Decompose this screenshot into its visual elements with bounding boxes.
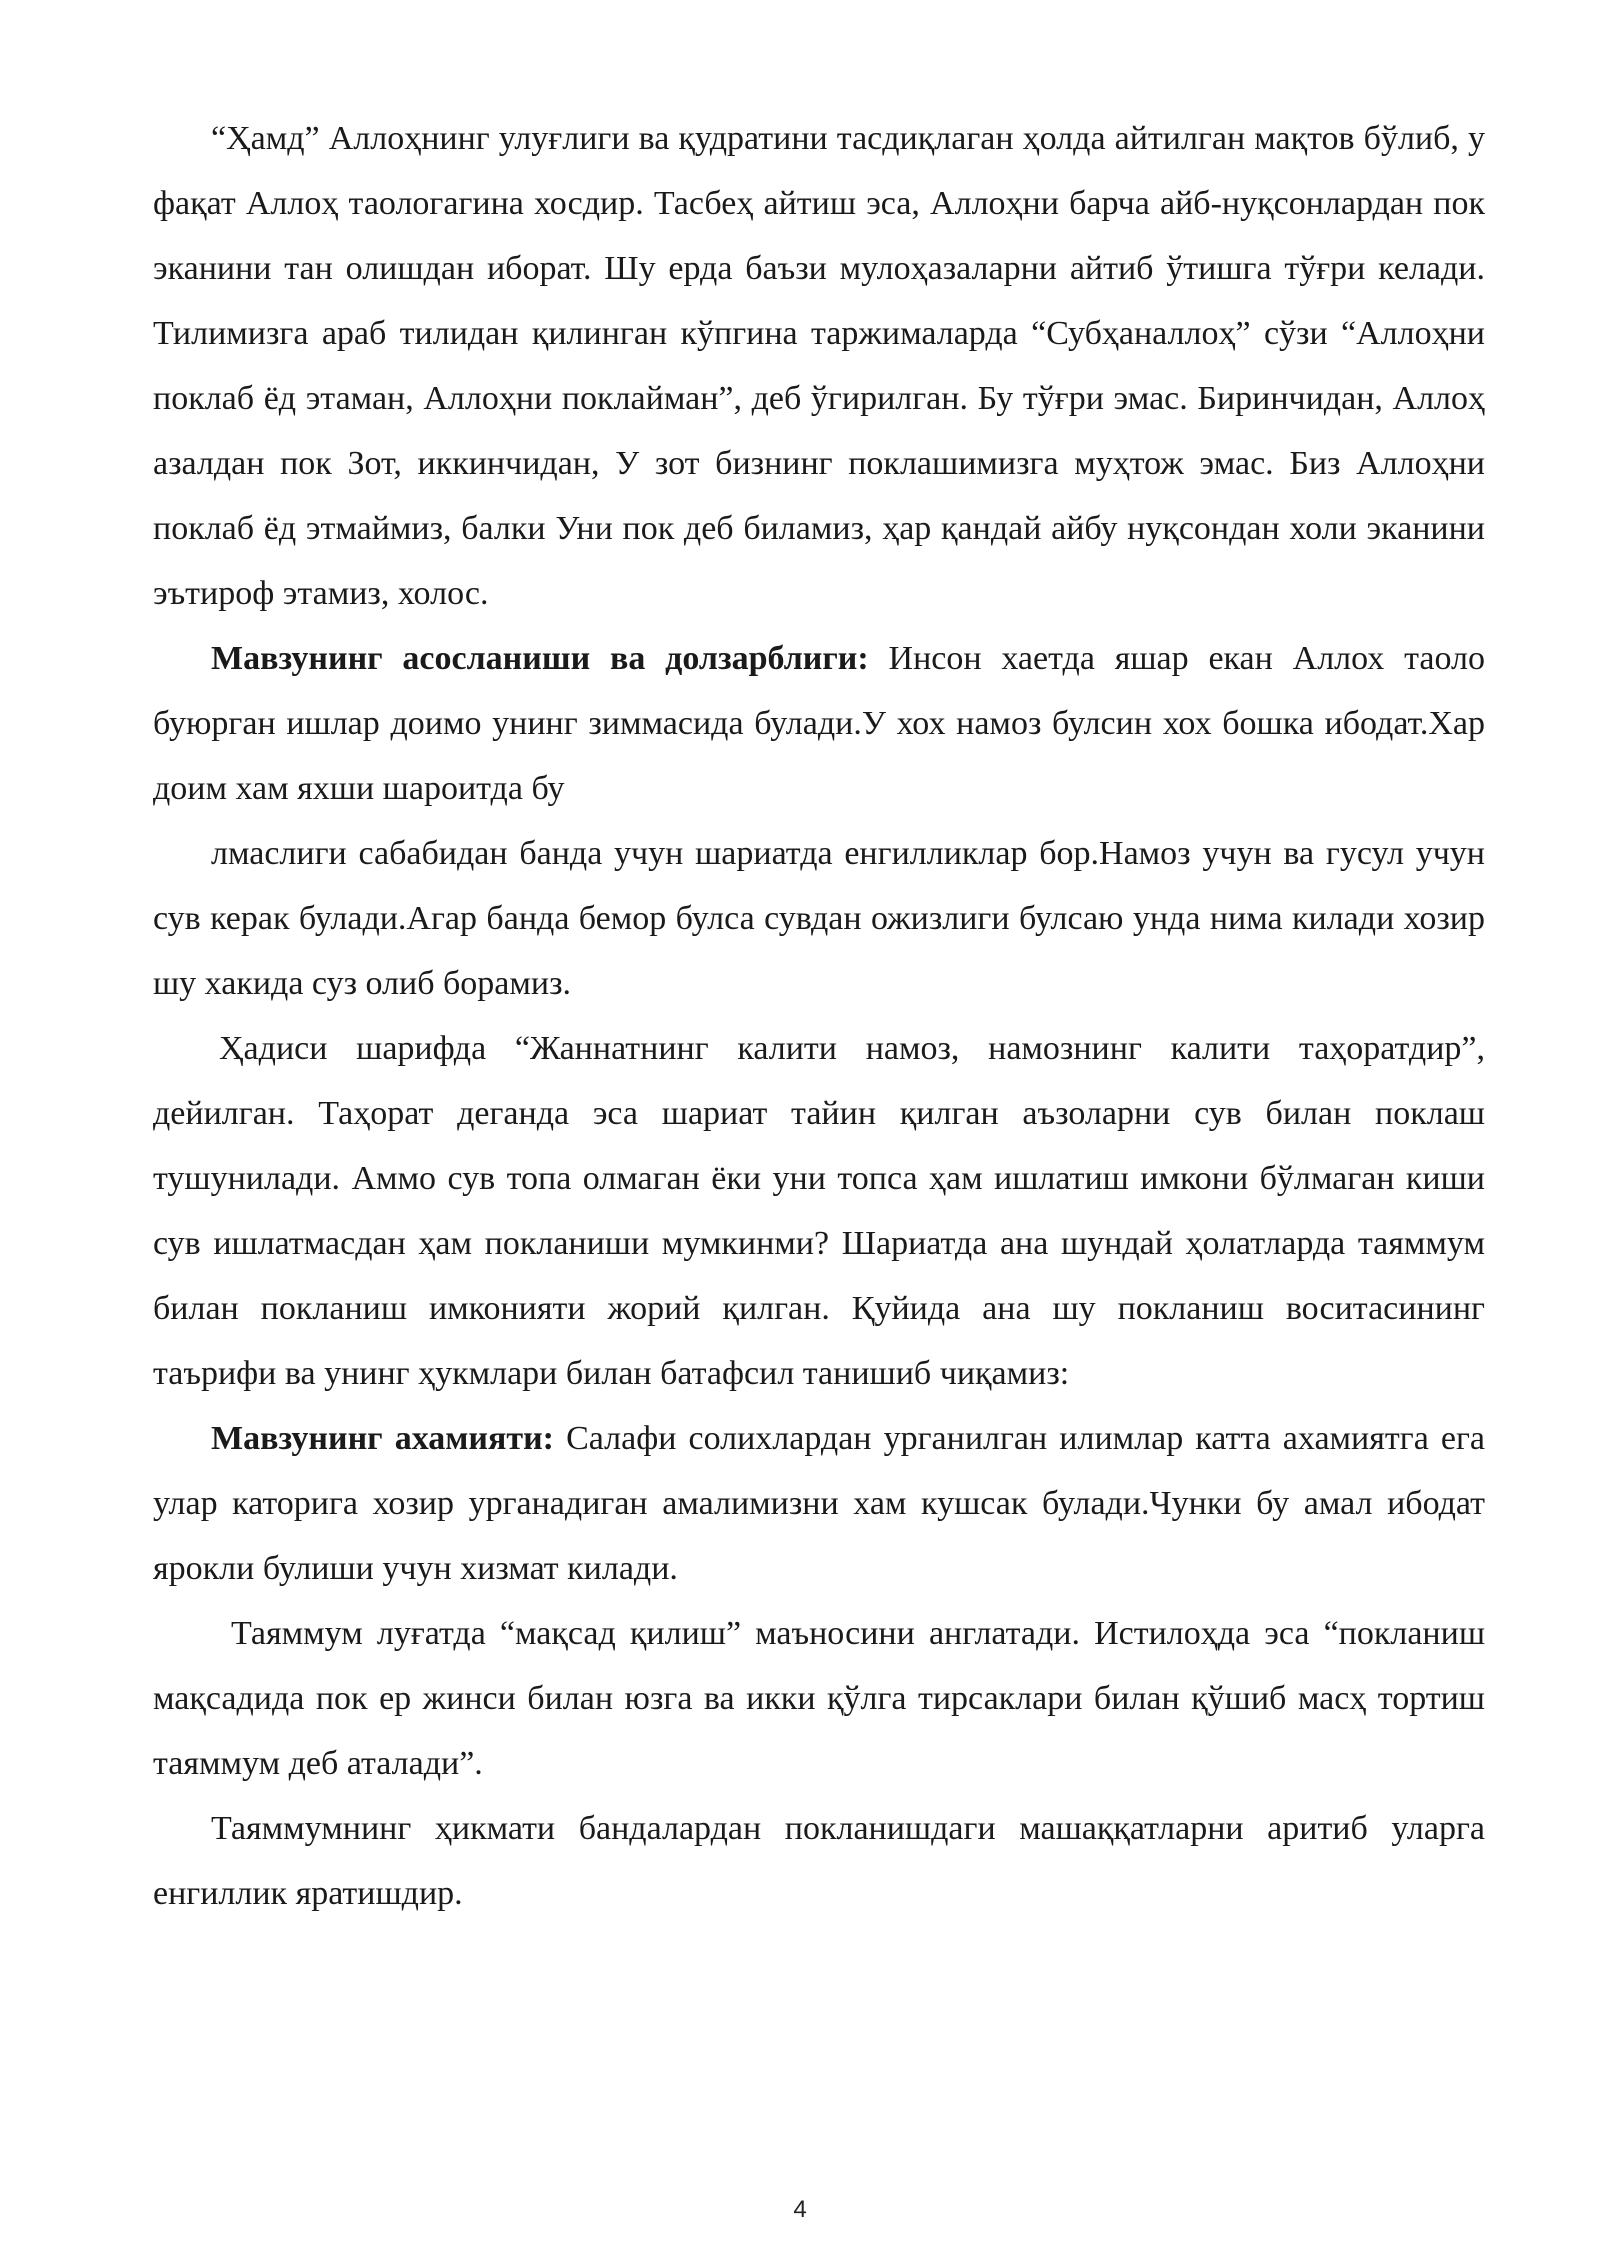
paragraph-hamd-tasbeh (153, 106, 1485, 626)
paragraph-topic-importance (153, 1406, 1485, 1601)
paragraph-text: Инсон хаетда яшар екан Аллох таоло буюрган ишлар доимо унинг зиммасида булади.У хох намоз булсин хох бошка ибодат.Хар доим хам яхши шароитда бу (153, 640, 1485, 807)
paragraph-tayammum-wisdom (153, 1796, 1485, 1926)
paragraph-hadith (153, 1016, 1485, 1406)
paragraph-text: лмаслиги сабабидан банда учун шариатда енгилликлар бор.Намоз учун ва гусул учун сув керак булади.Агар банда бемор булса сувдан ожизлиги булсаю унда нима килади хозир шу хакида суз олиб борамиз. (153, 835, 1485, 1002)
paragraph-text: Таяммум луғатда “мақсад қилиш” маъносини англатади. Истилоҳда эса “покланиш мақсадида пок ер жинси билан юзга ва икки қўлга тирсаклари билан қўшиб масҳ тортиш таяммум деб аталади”. (153, 1615, 1485, 1782)
paragraph-text: “Ҳамд” Аллоҳнинг улуғлиги ва қудратини тасдиқлаган ҳолда айтилган мақтов бўлиб, у фақат Аллоҳ таологагина хосдир. Тасбеҳ айтиш эса, Аллоҳни барча айб-нуқсонлардан пок эканини тан олишдан иборат. Шу ерда баъзи мулоҳазаларни айтиб ўтишга тўғри келади. Тилимизга араб тилидан қилинган кўпгина таржималарда “Субҳаналлоҳ” сўзи “Аллоҳни поклаб ёд этаман, Аллоҳни поклайман”, деб ўгирилган. Бу тўғри эмас. Биринчидан, Аллоҳ азалдан пок Зот, иккинчидан, У зот бизнинг поклашимизга муҳтож эмас. Биз Аллоҳни поклаб ёд этмаймиз, балки Уни пок деб биламиз, ҳар қандай айбу нуқсондан холи эканини эътироф этамиз, холос. (153, 120, 1485, 612)
paragraph-tayammum-definition (153, 1601, 1485, 1796)
paragraph-topic-relevance (153, 626, 1485, 821)
paragraph-text: Ҳадиси шарифда “Жаннатнинг калити намоз, намознинг калити таҳоратдир”, дейилган. Таҳорат деганда эса шариат тайин қилган аъзоларни сув билан поклаш тушунилади. Аммо сув топа олмаган ёки уни топса ҳам ишлатиш имкони бўлмаган киши сув ишлатмасдан ҳам покланиши мумкинми? Шариатда ана шундай ҳолатларда таяммум билан покланиш имконияти жорий қилган. Қуйида ана шу покланиш воситасининг таърифи ва унинг ҳукмлари билан батафсил танишиб чиқамиз: (153, 1030, 1485, 1392)
paragraph-relief (153, 821, 1485, 1016)
paragraph-lead: Мавзунинг асосланиши ва долзарблиги: (211, 640, 869, 677)
paragraph-text: Таяммумнинг ҳикмати бандалардан покланишдаги машаққатларни аритиб уларга енгиллик яратишдир. (153, 1810, 1485, 1912)
paragraph-lead: Мавзунинг ахамияти: (211, 1420, 554, 1457)
paragraph-text: Салафи солихлардан урганилган илимлар катта ахамиятга ега улар каторига хозир урганадиган амалимизни хам кушсак булади.Чунки бу амал ибодат ярокли булиши учун хизмат килади. (153, 1420, 1485, 1587)
page-number: 4 (793, 2196, 807, 2223)
document-body (153, 106, 1485, 1926)
